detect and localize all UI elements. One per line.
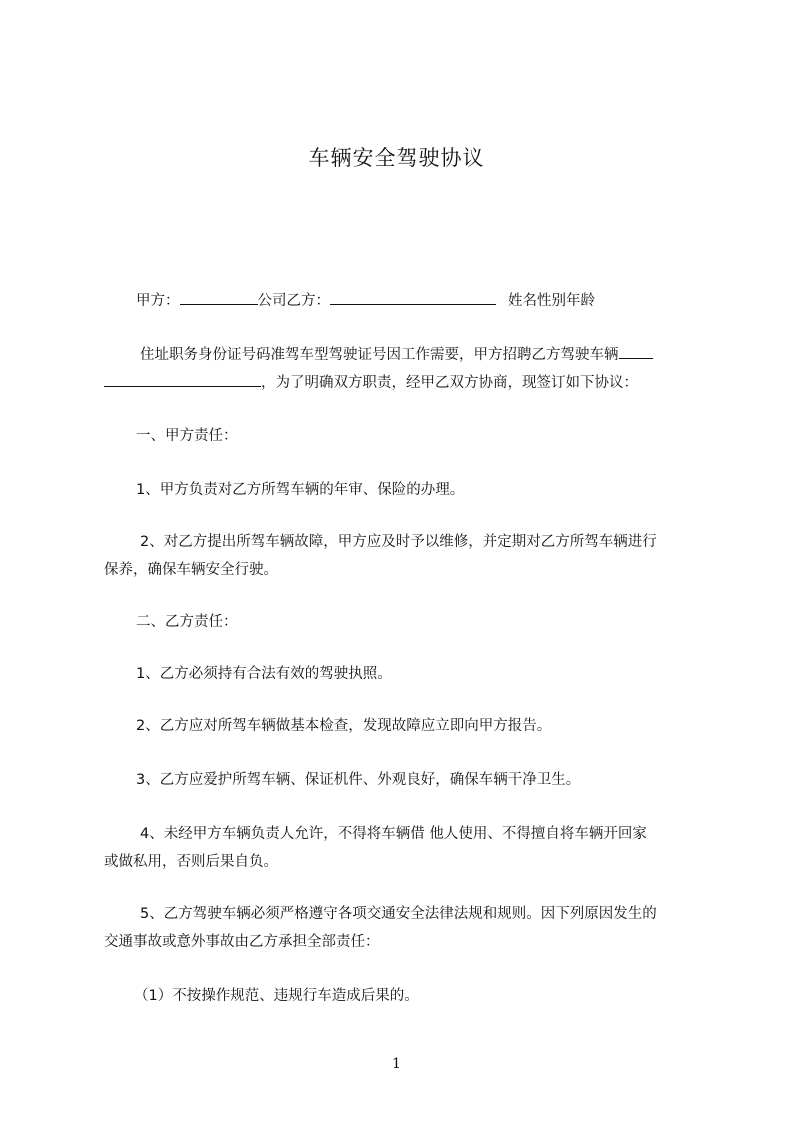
clause-a2-line1: 2、对乙方提出所驾车辆故障，甲方应及时予以维修，并定期对乙方所驾车辆进行 — [140, 534, 657, 550]
clause-b4-line2: 或做私用，否则后果自负。 — [104, 854, 278, 870]
vehicle-blank-1[interactable] — [619, 344, 653, 359]
info-text: 住址职务身份证号码准驾车型驾驶证号因工作需要，甲方招聘乙方驾驶车辆 — [140, 347, 619, 363]
clause-a1: 1、甲方负责对乙方所驾车辆的年审、保险的办理。 — [136, 482, 465, 498]
page-number: 1 — [392, 1056, 401, 1072]
party-a-blank[interactable] — [180, 290, 258, 305]
clause-b5-line1: 5、乙方驾驶车辆必须严格遵守各项交通安全法律法规和规则。因下列原因发生的 — [140, 906, 657, 922]
clause-b3: 3、乙方应爱护所驾车辆、保证机件、外观良好，确保车辆干净卫生。 — [136, 772, 581, 788]
clause-b5-item1: （1）不按操作规范、违规行车造成后果的。 — [134, 988, 419, 1004]
clause-b1: 1、乙方必须持有合法有效的驾驶执照。 — [136, 666, 392, 682]
party-b-fields: 姓名性别年龄 — [508, 293, 595, 309]
clause-b2: 2、乙方应对所驾车辆做基本检查，发现故障应立即向甲方报告。 — [136, 718, 552, 734]
party-a-company-suffix: 公司乙方： — [257, 293, 330, 309]
party-a-label: 甲方： — [136, 293, 180, 309]
party-line — [136, 290, 595, 311]
clause-a2-line2: 保养，确保车辆安全行驶。 — [104, 562, 278, 578]
section1-heading: 一、甲方责任： — [136, 428, 238, 444]
vehicle-blank-2[interactable] — [104, 372, 261, 387]
clause-b4-line1: 4、未经甲方车辆负责人允许，不得将车辆借 他人使用、不得擅自将车辆开回家 — [140, 826, 647, 842]
info-line — [140, 344, 653, 365]
purpose-line — [104, 372, 638, 393]
clause-b5-line2: 交通事故或意外事故由乙方承担全部责任： — [104, 934, 380, 950]
purpose-text: ，为了明确双方职责，经甲乙双方协商，现签订如下协议： — [261, 375, 638, 391]
section2-heading: 二、乙方责任： — [136, 614, 238, 630]
party-b-blank[interactable] — [330, 290, 496, 305]
document-title: 车辆安全驾驶协议 — [308, 146, 485, 170]
